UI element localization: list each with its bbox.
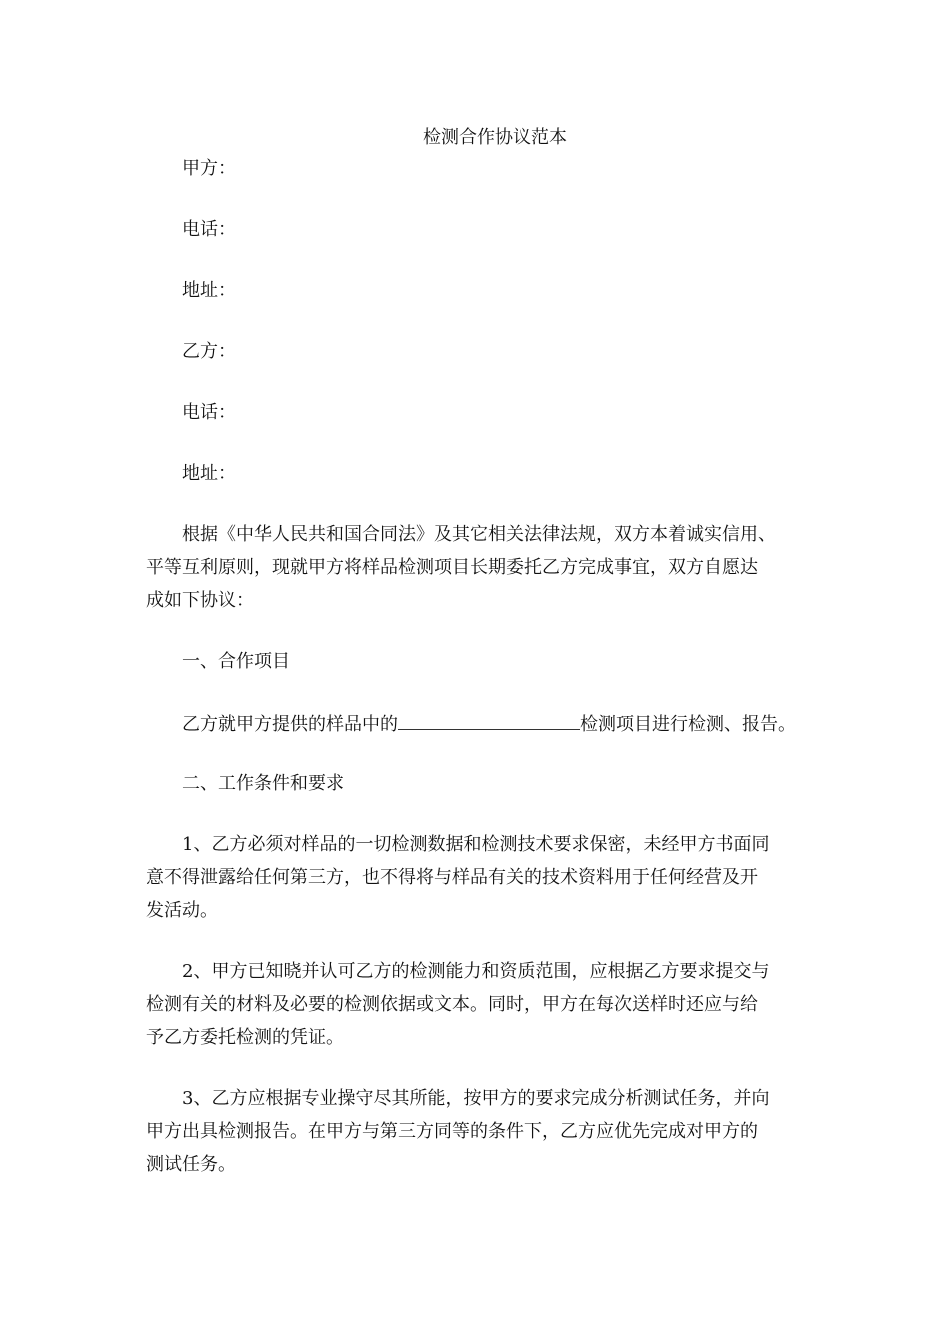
preamble-line-1: 根据《中华人民共和国合同法》及其它相关法律法规，双方本着诚实信用、	[182, 524, 776, 545]
section-1-text-after: 检测项目进行检测、报告。	[580, 714, 796, 735]
section-1-text-before: 乙方就甲方提供的样品中的	[182, 714, 398, 735]
item-1-line-3: 发活动。	[146, 900, 218, 921]
party-b-phone-label: 电话：	[182, 402, 236, 423]
item-blank-underline	[398, 711, 580, 730]
item-2-line-2: 检测有关的材料及必要的检测依据或文本。同时，甲方在每次送样时还应与给	[146, 994, 758, 1015]
item-2-line-1: 2、甲方已知晓并认可乙方的检测能力和资质范围，应根据乙方要求提交与	[182, 961, 770, 982]
party-a-phone-label: 电话：	[182, 219, 236, 240]
party-b-address-label: 地址：	[182, 463, 236, 484]
item-1-line-1: 1、乙方必须对样品的一切检测数据和检测技术要求保密，未经甲方书面同	[182, 834, 770, 855]
item-2-line-3: 予乙方委托检测的凭证。	[146, 1027, 344, 1048]
section-1-heading: 一、合作项目	[182, 651, 290, 672]
item-3-line-3: 测试任务。	[146, 1154, 236, 1175]
preamble-line-3: 成如下协议：	[146, 590, 254, 611]
party-a-address-label: 地址：	[182, 280, 236, 301]
section-2-heading: 二、工作条件和要求	[182, 773, 344, 794]
party-a-label: 甲方：	[182, 158, 236, 179]
document-title: 检测合作协议范本	[423, 127, 567, 148]
item-3-line-2: 甲方出具检测报告。在甲方与第三方同等的条件下，乙方应优先完成对甲方的	[146, 1121, 758, 1142]
preamble-line-2: 平等互利原则，现就甲方将样品检测项目长期委托乙方完成事宜，双方自愿达	[146, 557, 758, 578]
section-1-text	[182, 711, 852, 737]
item-3-line-1: 3、乙方应根据专业操守尽其所能，按甲方的要求完成分析测试任务，并向	[182, 1088, 770, 1109]
item-1-line-2: 意不得泄露给任何第三方，也不得将与样品有关的技术资料用于任何经营及开	[146, 867, 758, 888]
party-b-label: 乙方：	[182, 341, 236, 362]
